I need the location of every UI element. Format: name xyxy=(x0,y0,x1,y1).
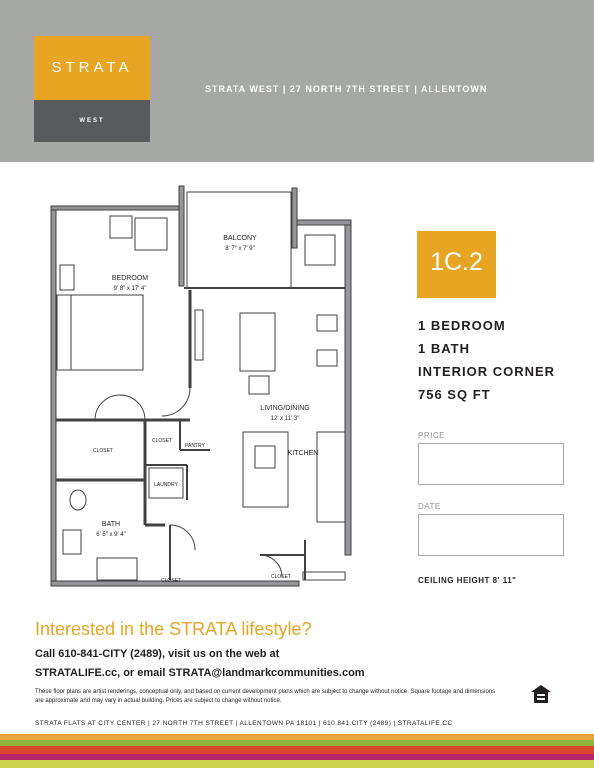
unit-specs xyxy=(418,314,555,406)
date-label: DATE xyxy=(418,502,441,511)
disclaimer: These floor plans are artist renderings, conceptual only, and based on current development plans which are subject to change without notice. Square footage and dimensions are approximate and may vary in actual building. Prices are subject to change without notice. xyxy=(35,689,496,704)
closet-label: CLOSET xyxy=(92,448,114,454)
floor-plan xyxy=(35,180,365,600)
contact-line-2: STRATALIFE.cc, or email STRATA@landmarkcommunities.com xyxy=(35,667,365,679)
bath-dims: 6' 5" x 9' 4" xyxy=(96,532,126,538)
price-field[interactable] xyxy=(418,443,564,485)
footer-address: STRATA FLATS AT CITY CENTER | 27 NORTH 7TH STREET | ALLENTOWN PA 18101 | 610.841.CITY (2489) | STRATALIFE.CC xyxy=(35,720,453,727)
header-location: STRATA WEST | 27 NORTH 7TH STREET | ALLENTOWN xyxy=(205,84,488,94)
bath-label: BATH xyxy=(101,521,121,528)
unit-code-badge: 1C.2 xyxy=(417,231,496,298)
closet-label: CLOSET xyxy=(270,574,292,580)
spec-unit-type: INTERIOR CORNER xyxy=(418,364,556,379)
color-stripes xyxy=(0,734,594,768)
contact-line-1: Call 610-841-CITY (2489), visit us on the web at xyxy=(35,648,280,660)
balcony-label: BALCONY xyxy=(223,235,257,242)
date-field[interactable] xyxy=(418,514,564,556)
ceiling-height: CEILING HEIGHT 8' 11" xyxy=(418,576,517,585)
living-label: LIVING/DINING xyxy=(260,405,310,412)
spec-square-footage: 756 SQ FT xyxy=(418,387,491,402)
laundry-label: LAUNDRY xyxy=(154,482,178,488)
stripe xyxy=(0,746,594,754)
bedroom-dims: 9' 8" x 17' 4" xyxy=(113,286,147,292)
closet-label: CLOSET xyxy=(151,438,173,444)
cta-headline: Interested in the STRATA lifestyle? xyxy=(35,619,312,639)
header-band xyxy=(0,0,594,162)
spec-bedrooms: 1 BEDROOM xyxy=(418,318,506,333)
living-dims: 12' x 11' 3" xyxy=(270,416,300,422)
balcony-dims: 8' 7" x 7' 9" xyxy=(225,246,255,252)
pantry-label: PANTRY xyxy=(185,443,205,449)
logo-sub: WEST xyxy=(34,100,150,142)
equal-housing-opportunity-icon xyxy=(530,684,552,704)
price-label: PRICE xyxy=(418,431,445,440)
spec-baths: 1 BATH xyxy=(418,341,470,356)
kitchen-label: KITCHEN xyxy=(287,450,319,457)
logo-brand: STRATA xyxy=(34,36,150,100)
bedroom-label: BEDROOM xyxy=(111,275,149,282)
closet-label: CLOSET xyxy=(160,578,182,584)
stripe xyxy=(0,760,594,768)
